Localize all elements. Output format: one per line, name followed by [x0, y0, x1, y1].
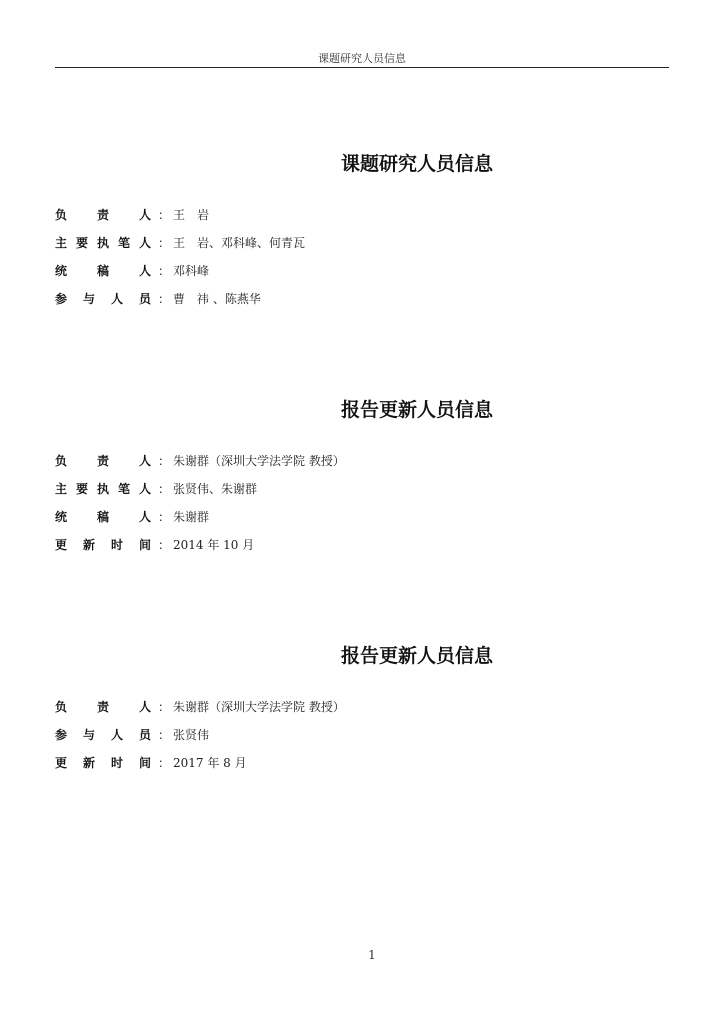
row-colon: ： — [157, 263, 170, 278]
row-label-char: 笔 — [117, 481, 130, 496]
row-label-char: 人 — [138, 453, 151, 468]
row-label-char: 参 — [55, 291, 68, 306]
row-value: 曹 祎 、陈燕华 — [173, 291, 261, 306]
row-colon: ： — [157, 481, 170, 496]
info-row — [55, 228, 669, 256]
row-colon: ： — [157, 453, 170, 468]
row-label-char: 员 — [138, 727, 151, 742]
row-label-char: 人 — [110, 291, 123, 306]
row-colon: ： — [157, 235, 170, 250]
row-label — [55, 754, 151, 771]
row-label-char: 新 — [82, 537, 95, 552]
row-label-char: 执 — [96, 235, 109, 250]
page-number: 1 — [368, 948, 376, 962]
row-label-char: 主 — [55, 235, 68, 250]
row-value: 朱谢群（深圳大学法学院 教授） — [173, 699, 345, 714]
row-label-char: 要 — [75, 235, 88, 250]
running-header: 课题研究人员信息 — [318, 52, 406, 65]
row-value: 朱谢群 — [173, 509, 210, 524]
row-colon: ： — [157, 727, 170, 742]
info-rows — [55, 200, 669, 312]
row-label-char: 负 — [55, 699, 68, 714]
row-colon: ： — [157, 699, 170, 714]
row-label-char: 人 — [138, 207, 151, 222]
row-label-char: 主 — [55, 481, 68, 496]
row-label-char: 统 — [55, 509, 68, 524]
row-label — [55, 536, 151, 553]
row-label — [55, 206, 151, 223]
row-colon: ： — [157, 509, 170, 524]
row-label-char: 负 — [55, 453, 68, 468]
row-label-char: 与 — [82, 291, 95, 306]
section-title: 课题研究人员信息 — [340, 153, 493, 175]
row-label-char: 人 — [138, 263, 151, 278]
row-colon: ： — [157, 207, 170, 222]
row-label-char: 时 — [110, 755, 123, 770]
row-colon: ： — [157, 537, 170, 552]
row-value: 张贤伟 — [173, 727, 210, 742]
info-row — [55, 284, 669, 312]
row-label-char: 更 — [55, 755, 68, 770]
info-row — [55, 748, 669, 776]
row-label — [55, 698, 151, 715]
row-value: 张贤伟、朱谢群 — [173, 481, 258, 496]
row-label-char: 人 — [138, 481, 151, 496]
header-rule — [55, 67, 669, 68]
info-row — [55, 200, 669, 228]
section-title: 报告更新人员信息 — [340, 645, 493, 667]
row-value: 王 岩 — [173, 207, 210, 222]
row-label-char: 责 — [96, 699, 109, 714]
section-title: 报告更新人员信息 — [340, 399, 493, 421]
row-label-char: 人 — [110, 727, 123, 742]
row-label-char: 人 — [138, 509, 151, 524]
row-label-char: 责 — [96, 207, 109, 222]
row-colon: ： — [157, 291, 170, 306]
row-label-char: 要 — [75, 481, 88, 496]
row-label-char: 笔 — [117, 235, 130, 250]
row-label — [55, 290, 151, 307]
row-value: 王 岩、邓科峰、何青瓦 — [173, 235, 306, 250]
row-label-char: 参 — [55, 727, 68, 742]
row-label-char: 新 — [82, 755, 95, 770]
row-label-char: 人 — [138, 699, 151, 714]
row-value: 朱谢群（深圳大学法学院 教授） — [173, 453, 345, 468]
row-label-char: 与 — [82, 727, 95, 742]
row-label-char: 时 — [110, 537, 123, 552]
row-label-char: 更 — [55, 537, 68, 552]
row-label — [55, 726, 151, 743]
info-row — [55, 530, 669, 558]
row-label-char: 稿 — [96, 509, 109, 524]
info-row — [55, 256, 669, 284]
row-value: 2014 年 10 月 — [173, 537, 255, 552]
section-update-2014 — [55, 396, 669, 558]
row-value: 2017 年 8 月 — [173, 755, 247, 770]
section-research-staff — [55, 150, 669, 312]
info-row — [55, 720, 669, 748]
info-row — [55, 692, 669, 720]
section-update-2017 — [55, 642, 669, 776]
row-label-char: 责 — [96, 453, 109, 468]
row-label-char: 负 — [55, 207, 68, 222]
info-rows — [55, 446, 669, 558]
row-value: 邓科峰 — [173, 263, 210, 278]
row-label-char: 间 — [138, 537, 151, 552]
row-label — [55, 262, 151, 279]
row-label-char: 统 — [55, 263, 68, 278]
row-label — [55, 480, 151, 497]
row-colon: ： — [157, 755, 170, 770]
info-rows — [55, 692, 669, 776]
row-label-char: 间 — [138, 755, 151, 770]
row-label-char: 执 — [96, 481, 109, 496]
row-label-char: 员 — [138, 291, 151, 306]
info-row — [55, 502, 669, 530]
row-label — [55, 508, 151, 525]
row-label — [55, 234, 151, 251]
info-row — [55, 446, 669, 474]
row-label-char: 人 — [138, 235, 151, 250]
row-label — [55, 452, 151, 469]
info-row — [55, 474, 669, 502]
row-label-char: 稿 — [96, 263, 109, 278]
